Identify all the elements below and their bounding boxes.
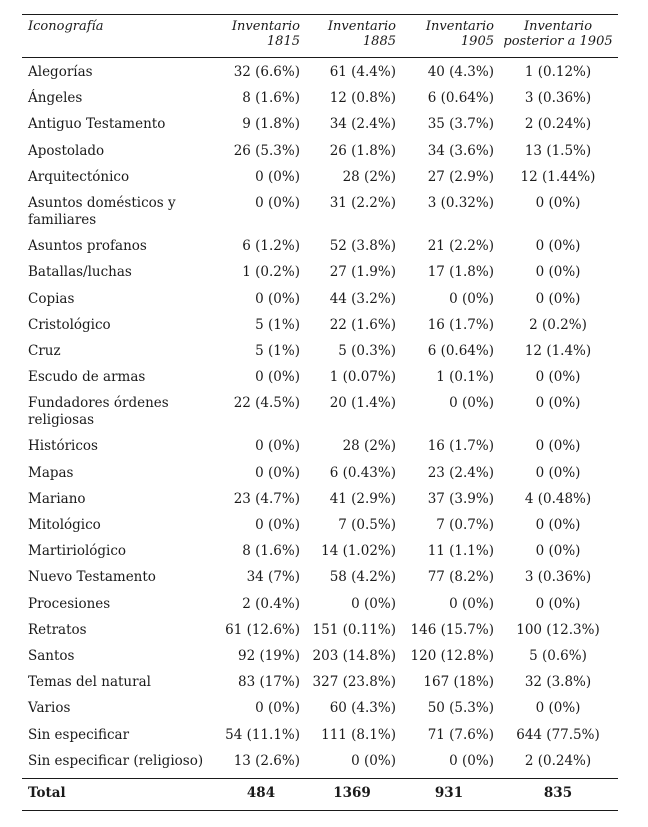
cell-1815: 32 (6.6%) <box>233 64 300 80</box>
cell-category: Mitológico <box>28 517 101 533</box>
cell-1885: 34 (2.4%) <box>329 116 396 133</box>
cell-category: Temas del natural <box>28 674 151 691</box>
cell-posterior: 5 (0.6%) <box>529 647 587 664</box>
cell-1885: 60 (4.3%) <box>329 700 396 717</box>
cell-1905: 6 (0.64%) <box>427 90 494 107</box>
cell-1815: 8 (1.6%) <box>242 543 300 560</box>
cell-posterior: 644 (77.5%) <box>516 726 600 743</box>
table-row <box>22 643 618 669</box>
cell-category: Mapas <box>28 464 74 481</box>
cell-posterior: 13 (1.5%) <box>524 142 592 159</box>
cell-1885: 0 (0%) <box>351 752 396 769</box>
cell-1815: 0 (0%) <box>255 369 300 386</box>
cell-1815: 6 (1.2%) <box>242 238 300 255</box>
cell-category: Mariano <box>28 490 86 507</box>
cell-category: Procesiones <box>28 595 111 612</box>
table-row <box>22 112 618 138</box>
cell-1905: 0 (0%) <box>449 290 494 307</box>
cell-posterior: 32 (3.8%) <box>524 674 592 691</box>
table-row <box>22 391 618 434</box>
cell-1815: 83 (17%) <box>237 674 300 691</box>
cell-1815: 22 (4.5%) <box>233 395 300 412</box>
cell-1815: 23 (4.7%) <box>233 490 300 507</box>
cell-1905: 6 (0.64%) <box>427 342 494 359</box>
cell-1905: 23 (2.4%) <box>427 464 494 481</box>
table-row <box>22 748 618 778</box>
table-row <box>22 234 618 260</box>
cell-category: Antiguo Testamento <box>28 116 166 133</box>
cell-1815: 0 (0%) <box>255 438 300 455</box>
cell-1815: 5 (1%) <box>255 342 300 359</box>
table-row <box>22 696 618 722</box>
cell-posterior: 2 (0.2%) <box>529 316 587 333</box>
cell-posterior: 0 (0%) <box>535 464 581 481</box>
cell-1905: 21 (2.2%) <box>427 238 494 255</box>
cell-posterior: 4 (0.48%) <box>524 490 592 507</box>
table-row <box>22 164 618 190</box>
cell-1885: 1 (0.07%) <box>329 369 396 386</box>
table-row <box>22 722 618 748</box>
cell-1885: 27 (1.9%) <box>329 264 396 281</box>
cell-posterior: 3 (0.36%) <box>524 90 592 107</box>
cell-1885: 28 (2%) <box>342 168 396 185</box>
cell-posterior: 0 (0%) <box>535 194 581 211</box>
cell-posterior: 0 (0%) <box>535 369 581 386</box>
table-row <box>22 512 618 538</box>
table-body <box>22 58 618 779</box>
cell-posterior: 1 (0.12%) <box>524 64 592 80</box>
table-row <box>22 86 618 112</box>
cell-1905: 50 (5.3%) <box>427 700 494 717</box>
cell-category: Ángeles <box>28 90 83 107</box>
table-row <box>22 460 618 486</box>
cell-1905: 3 (0.32%) <box>427 194 494 211</box>
total-1885: 1369 <box>333 784 371 801</box>
cell-1815: 0 (0%) <box>255 168 300 185</box>
table-row <box>22 338 618 364</box>
cell-category: Retratos <box>28 621 87 638</box>
cell-category: Copias <box>28 290 75 307</box>
cell-posterior: 0 (0%) <box>535 700 581 717</box>
cell-1905: 167 (18%) <box>423 674 494 691</box>
table-row <box>22 670 618 696</box>
cell-category: Alegorías <box>28 64 93 80</box>
cell-1905: 1 (0.1%) <box>436 369 494 386</box>
cell-1815: 13 (2.6%) <box>233 752 300 769</box>
cell-category: Batallas/luchas <box>28 264 132 281</box>
cell-posterior: 0 (0%) <box>535 238 581 255</box>
header-inventario-1815: Inventario 1815 <box>231 19 300 49</box>
cell-1885: 14 (1.02%) <box>321 543 396 560</box>
cell-posterior: 0 (0%) <box>535 264 581 281</box>
header-iconografia: Iconografía <box>28 19 104 34</box>
table-row <box>22 486 618 512</box>
total-row <box>22 778 618 810</box>
table-row <box>22 286 618 312</box>
cell-1885: 28 (2%) <box>342 438 396 455</box>
cell-1885: 26 (1.8%) <box>329 142 396 159</box>
cell-1905: 120 (12.8%) <box>410 647 494 664</box>
table-row <box>22 312 618 338</box>
cell-1885: 0 (0%) <box>351 595 396 612</box>
cell-1885: 111 (8.1%) <box>321 726 396 743</box>
cell-posterior: 100 (12.3%) <box>516 621 600 638</box>
cell-1905: 34 (3.6%) <box>427 142 494 159</box>
cell-posterior: 3 (0.36%) <box>524 569 592 586</box>
cell-1885: 44 (3.2%) <box>329 290 396 307</box>
table-row <box>22 434 618 460</box>
table-row <box>22 138 618 164</box>
cell-1885: 7 (0.5%) <box>338 517 396 533</box>
header-inventario-1885: Inventario 1885 <box>327 19 396 49</box>
table-row <box>22 539 618 565</box>
cell-1815: 5 (1%) <box>255 316 300 333</box>
cell-posterior: 0 (0%) <box>535 595 581 612</box>
cell-posterior: 2 (0.24%) <box>524 752 592 769</box>
cell-category: Sin especificar (religioso) <box>28 752 204 769</box>
cell-1885: 31 (2.2%) <box>329 194 396 211</box>
cell-1885: 58 (4.2%) <box>329 569 396 586</box>
cell-1815: 0 (0%) <box>255 464 300 481</box>
cell-1815: 2 (0.4%) <box>242 595 300 612</box>
cell-1905: 7 (0.7%) <box>436 517 494 533</box>
cell-1815: 92 (19%) <box>237 647 300 664</box>
cell-posterior: 0 (0%) <box>535 290 581 307</box>
cell-category: Apostolado <box>28 142 105 159</box>
cell-1815: 0 (0%) <box>255 700 300 717</box>
total-label: Total <box>28 784 66 801</box>
cell-1905: 11 (1.1%) <box>427 543 494 560</box>
cell-1905: 16 (1.7%) <box>427 316 494 333</box>
header-row <box>22 15 618 58</box>
iconography-table <box>22 14 618 811</box>
cell-1815: 26 (5.3%) <box>233 142 300 159</box>
cell-posterior: 2 (0.24%) <box>524 116 592 133</box>
cell-posterior: 0 (0%) <box>535 517 581 533</box>
table-row <box>22 190 618 233</box>
cell-1885: 22 (1.6%) <box>329 316 396 333</box>
table-row <box>22 260 618 286</box>
cell-1815: 61 (12.6%) <box>225 621 300 638</box>
cell-1905: 0 (0%) <box>449 395 494 412</box>
cell-1905: 40 (4.3%) <box>427 64 494 80</box>
cell-1815: 8 (1.6%) <box>242 90 300 107</box>
cell-posterior: 0 (0%) <box>535 395 581 412</box>
cell-category: Santos <box>28 647 75 664</box>
cell-1885: 5 (0.3%) <box>338 342 396 359</box>
cell-category: Cristológico <box>28 316 111 333</box>
cell-1815: 0 (0%) <box>255 290 300 307</box>
table-row <box>22 58 618 86</box>
cell-posterior: 0 (0%) <box>535 543 581 560</box>
total-1815: 484 <box>246 784 276 801</box>
cell-1815: 9 (1.8%) <box>242 116 300 133</box>
cell-1815: 1 (0.2%) <box>242 264 300 281</box>
cell-1885: 12 (0.8%) <box>329 90 396 107</box>
cell-category: Históricos <box>28 438 98 455</box>
cell-category: Sin especificar <box>28 726 130 743</box>
cell-category: Nuevo Testamento <box>28 569 156 586</box>
cell-category: Martiriológico <box>28 543 127 560</box>
cell-1905: 77 (8.2%) <box>427 569 494 586</box>
cell-category: Arquitectónico <box>28 168 130 185</box>
cell-posterior: 0 (0%) <box>535 438 581 455</box>
cell-1885: 61 (4.4%) <box>329 64 396 80</box>
header-inventario-1905: Inventario 1905 <box>425 19 494 49</box>
cell-1905: 0 (0%) <box>449 595 494 612</box>
cell-1815: 34 (7%) <box>246 569 300 586</box>
header-inventario-posterior: Inventario posterior a 1905 <box>503 19 613 49</box>
cell-1905: 0 (0%) <box>449 752 494 769</box>
table-row <box>22 364 618 390</box>
cell-1905: 16 (1.7%) <box>427 438 494 455</box>
cell-1815: 0 (0%) <box>255 517 300 533</box>
cell-1905: 35 (3.7%) <box>427 116 494 133</box>
cell-1885: 203 (14.8%) <box>312 647 396 664</box>
cell-1905: 71 (7.6%) <box>427 726 494 743</box>
cell-category: Varios <box>28 700 71 717</box>
table-row <box>22 617 618 643</box>
cell-1905: 146 (15.7%) <box>410 621 494 638</box>
cell-category: Cruz <box>28 342 61 359</box>
cell-1885: 52 (3.8%) <box>329 238 396 255</box>
cell-1885: 41 (2.9%) <box>329 490 396 507</box>
total-posterior: 835 <box>543 784 573 801</box>
table-row <box>22 565 618 591</box>
cell-1905: 17 (1.8%) <box>427 264 494 281</box>
cell-1885: 151 (0.11%) <box>312 621 396 638</box>
cell-1885: 327 (23.8%) <box>312 674 396 691</box>
cell-category: Fundadores órdenes religiosas <box>28 395 169 429</box>
table-row <box>22 591 618 617</box>
cell-posterior: 12 (1.44%) <box>520 168 596 185</box>
cell-1905: 37 (3.9%) <box>427 490 494 507</box>
total-1905: 931 <box>434 784 464 801</box>
cell-1815: 0 (0%) <box>255 194 300 211</box>
cell-1885: 6 (0.43%) <box>329 464 396 481</box>
cell-category: Escudo de armas <box>28 369 146 386</box>
cell-category: Asuntos domésticos y familiares <box>28 194 176 228</box>
cell-1885: 20 (1.4%) <box>329 395 396 412</box>
cell-1815: 54 (11.1%) <box>225 726 300 743</box>
cell-1905: 27 (2.9%) <box>427 168 494 185</box>
cell-posterior: 12 (1.4%) <box>524 342 592 359</box>
cell-category: Asuntos profanos <box>28 238 147 255</box>
